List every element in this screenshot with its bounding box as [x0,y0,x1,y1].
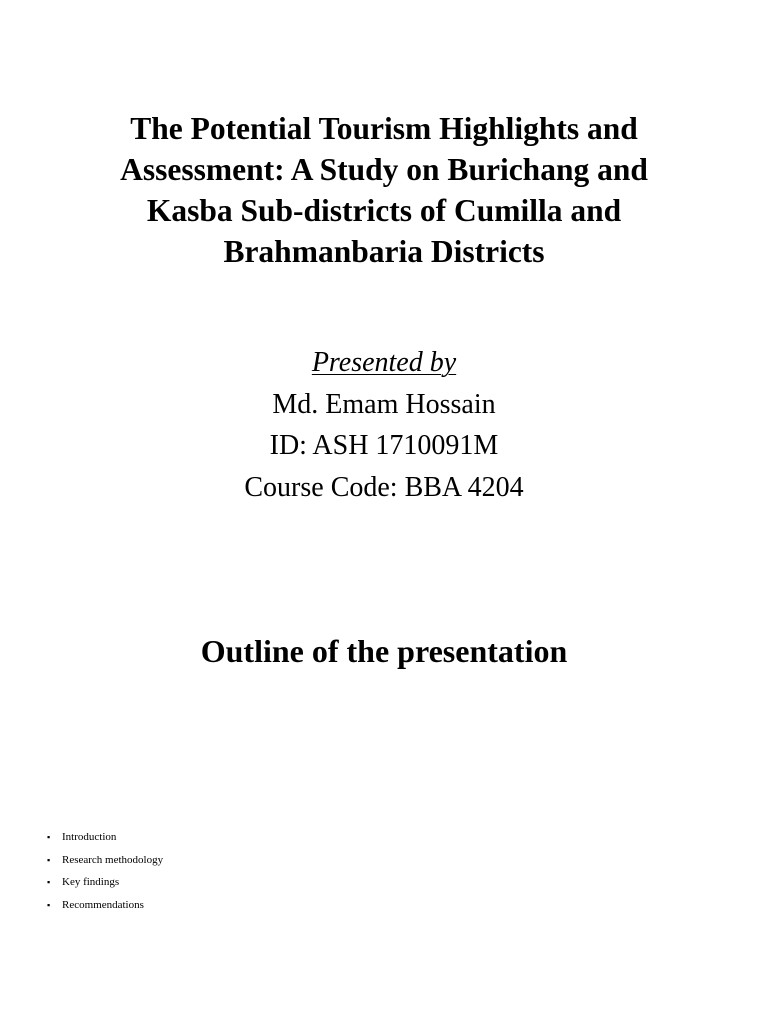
title-line: Assessment: A Study on Burichang and [120,152,648,187]
list-item [44,849,163,872]
list-item [44,871,163,894]
bullet-icon: ▪ [47,832,51,842]
list-item-label: Recommendations [62,898,144,911]
bullet-icon: ▪ [47,877,51,887]
presented-by-label: Presented by [311,347,457,378]
title-line: The Potential Tourism Highlights and [130,111,638,146]
title-line: Kasba Sub-districts of Cumilla and [146,193,622,228]
list-item [44,894,163,917]
outline-list [44,826,163,916]
list-item-label: Research methodology [62,853,164,866]
presenter-name: Md. Emam Hossain [272,388,496,420]
bullet-icon: ▪ [47,854,51,865]
document-title [84,108,684,272]
course-code: Course Code: BBA 4204 [244,471,524,503]
list-item-label: Key findings [62,876,120,888]
outline-heading: Outline of the presentation [200,633,568,669]
title-line: Brahmanbaria Districts [223,234,545,269]
list-item [44,826,163,849]
presenter-block [84,342,684,508]
bullet-icon: ▪ [47,899,51,910]
list-item-label: Introduction [62,831,117,843]
presenter-id: ID: ASH 1710091M [269,430,499,461]
